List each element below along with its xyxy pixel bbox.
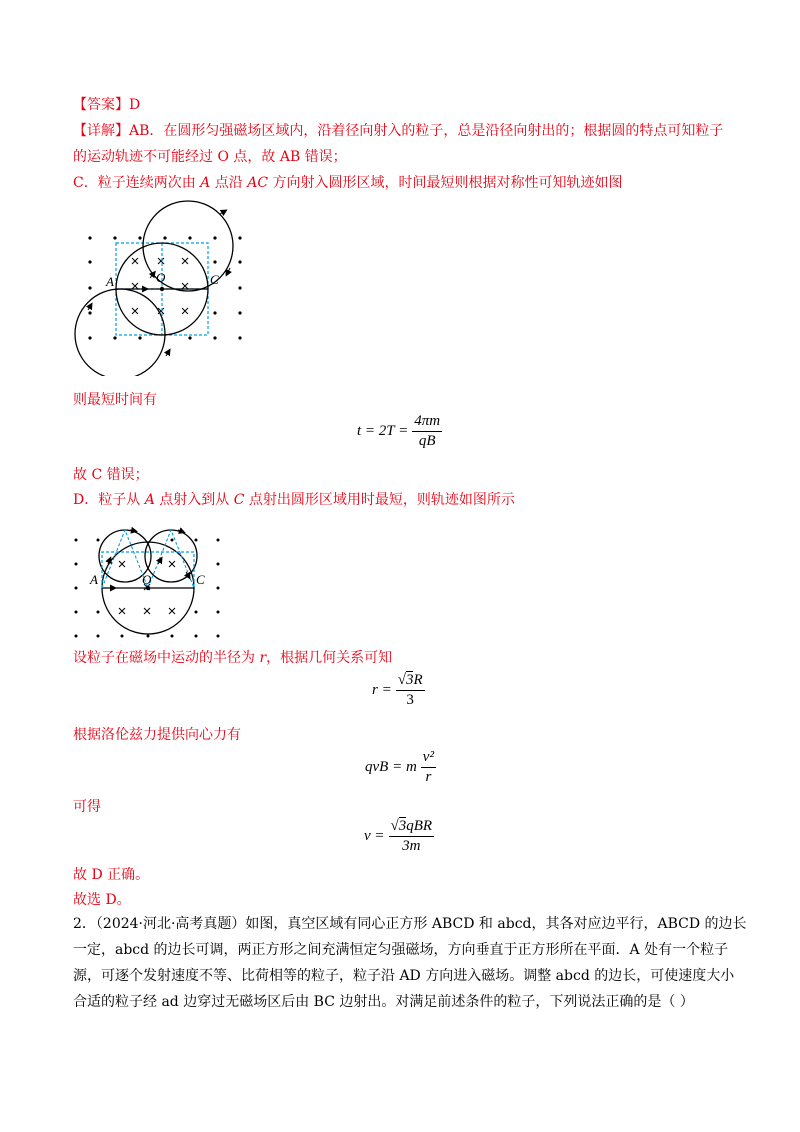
point-c-ref: C <box>233 492 245 508</box>
eq2-num-tail: R <box>413 672 423 688</box>
option-c-text-c: 方向射入圆形区域，时间最短则根据对称性可知轨迹如图 <box>268 175 623 191</box>
eq2-fraction <box>396 672 425 709</box>
option-c-intro <box>73 173 622 193</box>
question-line-4: 合适的粒子经 ad 边穿过无磁场区后由 BC 边射出。对满足前述条件的粒子，下列说法正确的是（ ） <box>73 994 694 1010</box>
eq3-numerator: v² <box>421 749 436 768</box>
question-line-3: 源，可逐个发射速度不等、比荷相等的粒子，粒子沿 AD 方向进入磁场。调整 abcd 的边长，可使速度大小 <box>73 968 735 984</box>
equation-time <box>357 413 442 450</box>
direction-ac-ref: AC <box>247 175 269 191</box>
trajectory-figure-1 <box>70 198 270 376</box>
fig2-label-a: A <box>90 572 98 587</box>
eq2-lhs: r = <box>372 682 392 698</box>
question-line-2: 一定，abcd 的边长可调，两正方形之间充满恒定匀强磁场，方向垂直于正方形所在平面．A 处有一个粒子 <box>73 942 729 958</box>
final-choice: 故选 D。 <box>73 892 131 908</box>
eq2-radicand: 3 <box>405 672 414 688</box>
eq2-denominator: 3 <box>406 692 414 708</box>
eq4-fraction <box>389 818 435 855</box>
option-c-text-a: C．粒子连续两次由 <box>73 175 201 191</box>
fig1-label-c: C <box>210 272 219 287</box>
option-d-text-a: D．粒子从 <box>73 492 145 508</box>
eq2-numerator <box>396 672 425 691</box>
eq3-lhs: qvB = m <box>365 759 417 775</box>
eq4-lhs: v = <box>364 828 385 844</box>
option-d-text-c: 点射出圆形区域用时最短，则轨迹如图所示 <box>244 492 515 508</box>
equation-velocity <box>364 818 434 855</box>
eq3-fraction <box>421 749 436 786</box>
hence-line: 可得 <box>73 799 101 815</box>
fig1-label-a: A <box>106 274 114 289</box>
point-a-ref-2: A <box>144 492 155 508</box>
eq4-sqrt-sign: √ <box>390 818 399 834</box>
lorentz-line: 根据洛伦兹力提供向心力有 <box>73 727 241 743</box>
eq1-denominator: qB <box>418 433 436 449</box>
fig1-label-o: O <box>156 270 166 285</box>
radius-line <box>73 648 392 668</box>
option-c-wrong: 故 C 错误； <box>73 467 149 483</box>
eq4-num-tail: qBR <box>406 818 433 834</box>
eq1-numerator: 4πm <box>412 413 442 432</box>
eq3-denominator: r <box>425 769 432 785</box>
point-a-ref: A <box>200 175 211 191</box>
option-d-right: 故 D 正确。 <box>73 867 150 883</box>
eq4-numerator <box>389 818 435 837</box>
option-c-text-b: 点沿 <box>210 175 248 191</box>
radius-symbol: r <box>259 650 267 666</box>
eq2-sqrt-sign: √ <box>397 672 406 688</box>
eq4-denominator: 3m <box>402 838 421 854</box>
answer-line: 【答案】D <box>73 97 141 113</box>
eq1-lhs: t = 2T = <box>357 423 409 439</box>
radius-text-a: 设粒子在磁场中运动的半径为 <box>73 650 260 666</box>
equation-radius <box>372 672 425 709</box>
fig2-label-c: C <box>196 572 205 587</box>
shortest-time-line: 则最短时间有 <box>73 392 157 408</box>
option-d-text-b: 点射入到从 <box>154 492 234 508</box>
radius-text-b: ，根据几何关系可知 <box>266 650 393 666</box>
eq1-fraction <box>412 413 442 450</box>
question-line-1: 2．（2024·河北·高考真题）如图，真空区域有同心正方形 ABCD 和 abcd，其各对应边平行，ABCD 的边长 <box>73 916 747 932</box>
equation-lorentz <box>365 749 436 786</box>
detail-line-2: 的运动轨迹不可能经过 O 点，故 AB 错误； <box>73 149 347 165</box>
detail-line-1: 【详解】AB．在圆形匀强磁场区域内，沿着径向射入的粒子，总是沿径向射出的；根据圆的特点可知粒子 <box>73 123 724 139</box>
fig2-label-o: O <box>142 572 152 587</box>
option-d-intro <box>73 490 515 510</box>
trajectory-figure-2 <box>68 512 228 644</box>
eq4-radicand: 3 <box>398 818 407 834</box>
